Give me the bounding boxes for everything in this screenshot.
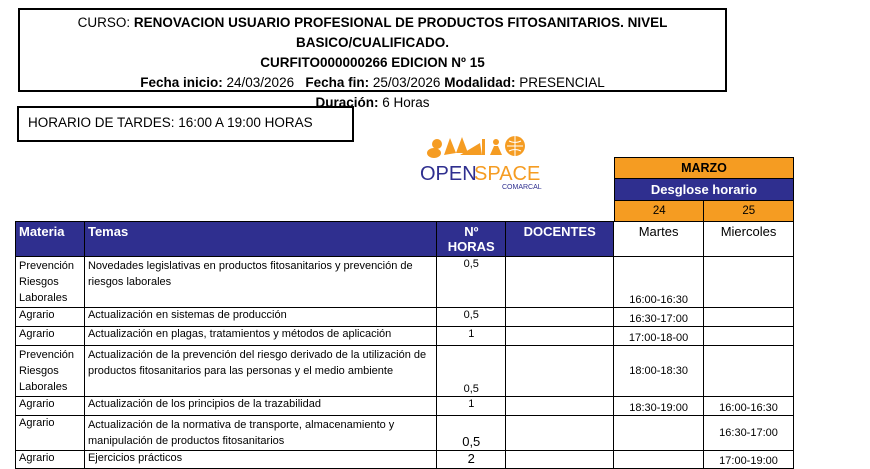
tema-cell: Actualización en sistemas de producción: [84, 308, 436, 327]
time-cell-martes: 16:00-16:30: [614, 257, 704, 308]
course-label: CURSO:: [77, 15, 134, 30]
time-cell-martes: 16:30-17:00: [614, 308, 704, 327]
docentes-cell: [506, 346, 614, 397]
time-cell-martes: 18:00-18:30: [614, 346, 704, 397]
end-date-value: 25/03/2026: [369, 75, 441, 90]
time-cell-miercoles: 16:00-16:30: [704, 397, 794, 416]
openspace-logo: [420, 133, 550, 193]
materia-cell: Prevención Riesgos Laborales: [16, 346, 85, 397]
tema-cell: Ejercicios prácticos: [84, 451, 436, 469]
time-cell-miercoles: [704, 327, 794, 346]
table-row: [16, 308, 794, 327]
horas-cell: 0,5: [437, 346, 506, 397]
logo-word-space: SPACE: [474, 163, 541, 185]
header-day-miercoles: Miercoles: [704, 222, 794, 257]
course-code: [20, 53, 725, 73]
docentes-cell: [506, 327, 614, 346]
docentes-cell: [506, 308, 614, 327]
tema-cell: Actualización en plagas, tratamientos y métodos de aplicación: [84, 327, 436, 346]
horas-cell: 0,5: [437, 416, 506, 451]
docentes-cell: [506, 416, 614, 451]
horas-cell: 2: [437, 451, 506, 469]
table-row: [16, 327, 794, 346]
table-row: [16, 346, 794, 397]
table-row: [16, 257, 794, 308]
duration-value: 6 Horas: [378, 95, 430, 110]
month-breakdown-table: [614, 157, 794, 222]
header-horas: Nº HORAS: [437, 222, 506, 257]
time-cell-miercoles: 16:30-17:00: [704, 416, 794, 451]
duration-label: Duración:: [315, 95, 379, 110]
horas-cell: 0,5: [437, 257, 506, 308]
table-row: [16, 451, 794, 469]
materia-cell: Prevención Riesgos Laborales: [16, 257, 85, 308]
course-title-line: [20, 13, 725, 53]
time-cell-miercoles: [704, 257, 794, 308]
day-number-24: 24: [615, 201, 704, 222]
start-date-label: Fecha inicio:: [140, 75, 223, 90]
tema-cell: Actualización de los principios de la trazabilidad: [84, 397, 436, 416]
breakdown-cell: Desglose horario: [615, 179, 794, 201]
logo-sub: COMARCAL: [502, 184, 542, 191]
schedule-box: HORARIO DE TARDES: 16:00 A 19:00 HORAS: [17, 106, 354, 142]
course-name: RENOVACION USUARIO PROFESIONAL DE PRODUCTOS FITOSANITARIOS. NIVEL BASICO/CUALIFICADO.: [133, 15, 668, 50]
schedule-table: [15, 221, 794, 469]
materia-cell: Agrario: [16, 397, 85, 416]
horas-cell: 1: [437, 397, 506, 416]
table-row: [16, 397, 794, 416]
time-cell-martes: 17:00-18-00: [614, 327, 704, 346]
logo-word-open: OPEN: [420, 163, 477, 185]
day-number-25: 25: [704, 201, 794, 222]
course-code-text: CURFITO000000266 EDICION Nº 15: [260, 55, 485, 70]
horas-cell: 0,5: [437, 308, 506, 327]
time-cell-martes: [614, 416, 704, 451]
logo-graphic-icon: [420, 133, 550, 193]
header-materia: Materia: [16, 222, 85, 257]
materia-cell: Agrario: [16, 416, 85, 451]
docentes-cell: [506, 397, 614, 416]
time-cell-miercoles: [704, 346, 794, 397]
tema-cell: Novedades legislativas en productos fitosanitarios y prevención de riesgos laborales: [84, 257, 436, 308]
month-cell: MARZO: [615, 158, 794, 179]
time-cell-miercoles: 17:00-19:00: [704, 451, 794, 469]
header-day-martes: Martes: [614, 222, 704, 257]
table-row: [16, 416, 794, 451]
time-cell-miercoles: [704, 308, 794, 327]
docentes-cell: [506, 257, 614, 308]
course-header-box: [18, 8, 727, 110]
time-cell-martes: 18:30-19:00: [614, 397, 704, 416]
end-date-label: Fecha fin:: [305, 75, 370, 90]
header-docentes: DOCENTES: [506, 222, 614, 257]
modality-value: PRESENCIAL: [515, 75, 605, 90]
start-date-value: 24/03/2026: [222, 75, 295, 90]
course-dates-line: [20, 73, 725, 93]
tema-cell: Actualización de la prevención del riesgo derivado de la utilización de productos fitosanitarios para las personas y el medio ambiente: [84, 346, 436, 397]
materia-cell: Agrario: [16, 327, 85, 346]
horas-cell: 1: [437, 327, 506, 346]
header-temas: Temas: [84, 222, 436, 257]
table-header-row: [16, 222, 794, 257]
tema-cell: Actualización de la normativa de transporte, almacenamiento y manipulación de productos fitosanitarios: [84, 416, 436, 451]
modality-label: Modalidad:: [444, 75, 516, 90]
time-cell-martes: [614, 451, 704, 469]
docentes-cell: [506, 451, 614, 469]
materia-cell: Agrario: [16, 451, 85, 469]
materia-cell: Agrario: [16, 308, 85, 327]
